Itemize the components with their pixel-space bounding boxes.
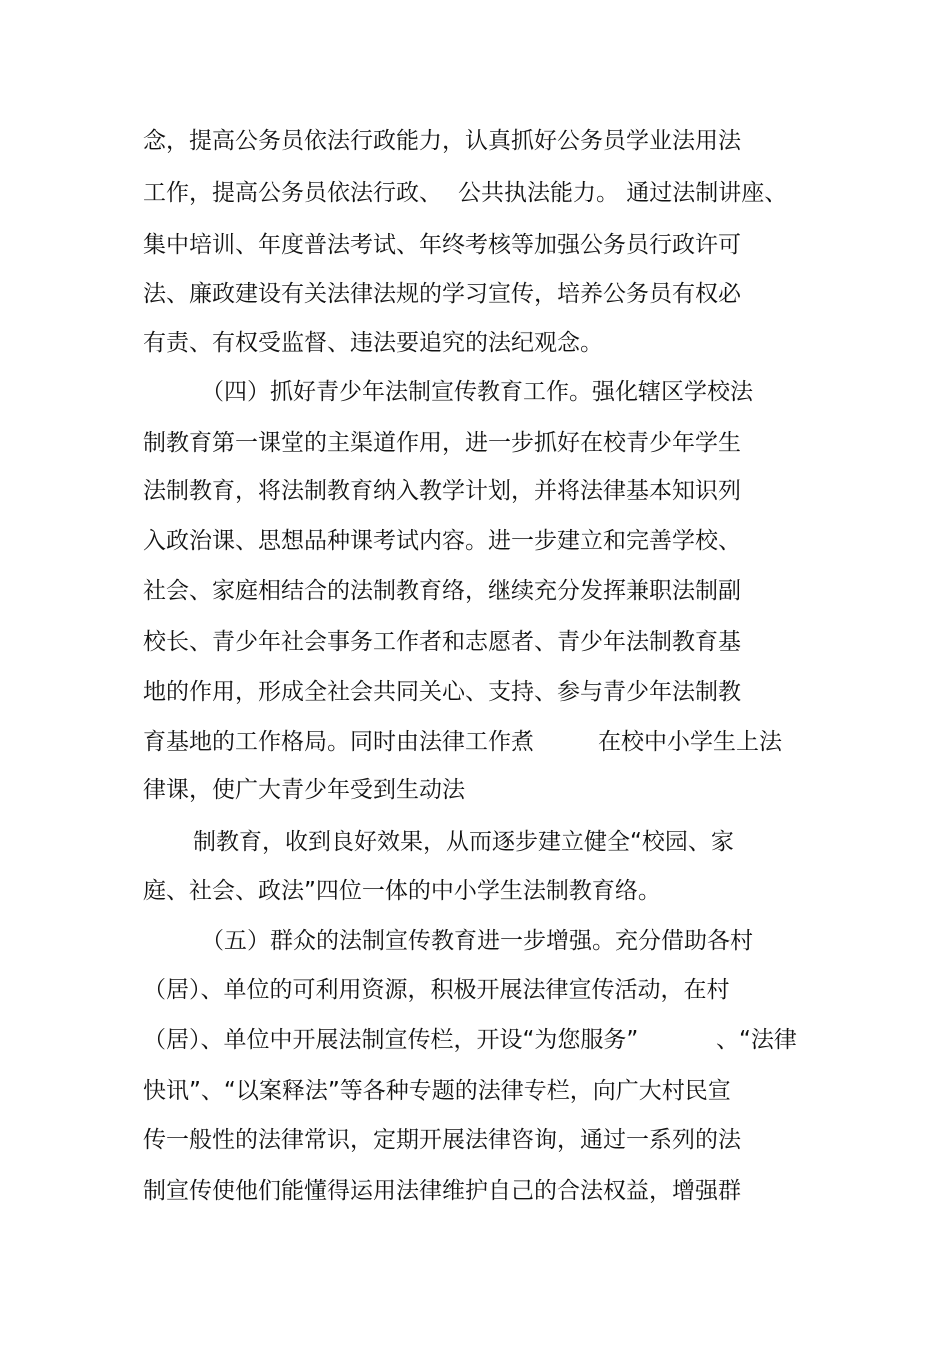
text-line: 公共执法能力。 通过法制讲座、 — [458, 180, 788, 206]
text-line: 工作，提高公务员依法行政、 — [143, 180, 442, 206]
paragraph-start-line: （五）群众的法制宣传教育进一步增强。充分借助各村 — [201, 928, 753, 954]
text-line: 育基地的工作格局。同时由法律工作煮 — [143, 729, 534, 755]
text-line: 制宣传使他们能懂得运用法律维护自己的合法权益，增强群 — [143, 1178, 741, 1204]
paragraph-start-line: （四）抓好青少年法制宣传教育工作。强化辖区学校法 — [201, 379, 753, 405]
text-line: 校长、青少年社会事务工作者和志愿者、青少年法制教育基 — [143, 629, 741, 655]
text-line: （居）、单位中开展法制宣传栏，开设“为您服务” — [143, 1027, 639, 1053]
text-line: 制教育第一课堂的主渠道作用，进一步抓好在校青少年学生 — [143, 430, 741, 456]
text-line: 集中培训、年度普法考试、年终考核等加强公务员行政许可 — [143, 232, 741, 258]
text-line: 有责、有权受监督、违法要追究的法纪观念。 — [143, 330, 603, 356]
text-line: 念，提高公务员依法行政能力，认真抓好公务员学业法用法 — [143, 128, 741, 154]
text-line: 庭、社会、政法”四位一体的中小学生法制教育络。 — [143, 878, 661, 904]
text-line: 律课，使广大青少年受到生动法 — [143, 777, 465, 803]
text-line: 法制教育，将法制教育纳入教学计划，并将法律基本知识列 — [143, 478, 741, 504]
text-line: 传一般性的法律常识，定期开展法律咨询，通过一系列的法 — [143, 1127, 741, 1153]
text-line: 在校中小学生上法 — [598, 729, 782, 755]
text-line: 入政治课、思想品种课考试内容。进一步建立和完善学校、 — [143, 528, 741, 554]
text-line: 快讯”、“以案释法”等各种专题的法律专栏，向广大村民宣 — [143, 1078, 731, 1104]
text-line: 法、廉政建设有关法律法规的学习宣传，培养公务员有权必 — [143, 281, 741, 307]
text-line: 地的作用，形成全社会共同关心、支持、参与青少年法制教 — [143, 679, 741, 705]
text-line: 社会、家庭相结合的法制教育络，继续充分发挥兼职法制副 — [143, 578, 741, 604]
text-line: 制教育，收到良好效果，从而逐步建立健全“校园、家 — [193, 829, 734, 855]
text-line: （居）、单位的可利用资源，积极开展法律宣传活动，在村 — [143, 977, 730, 1003]
text-line: 、“法律 — [716, 1027, 797, 1053]
